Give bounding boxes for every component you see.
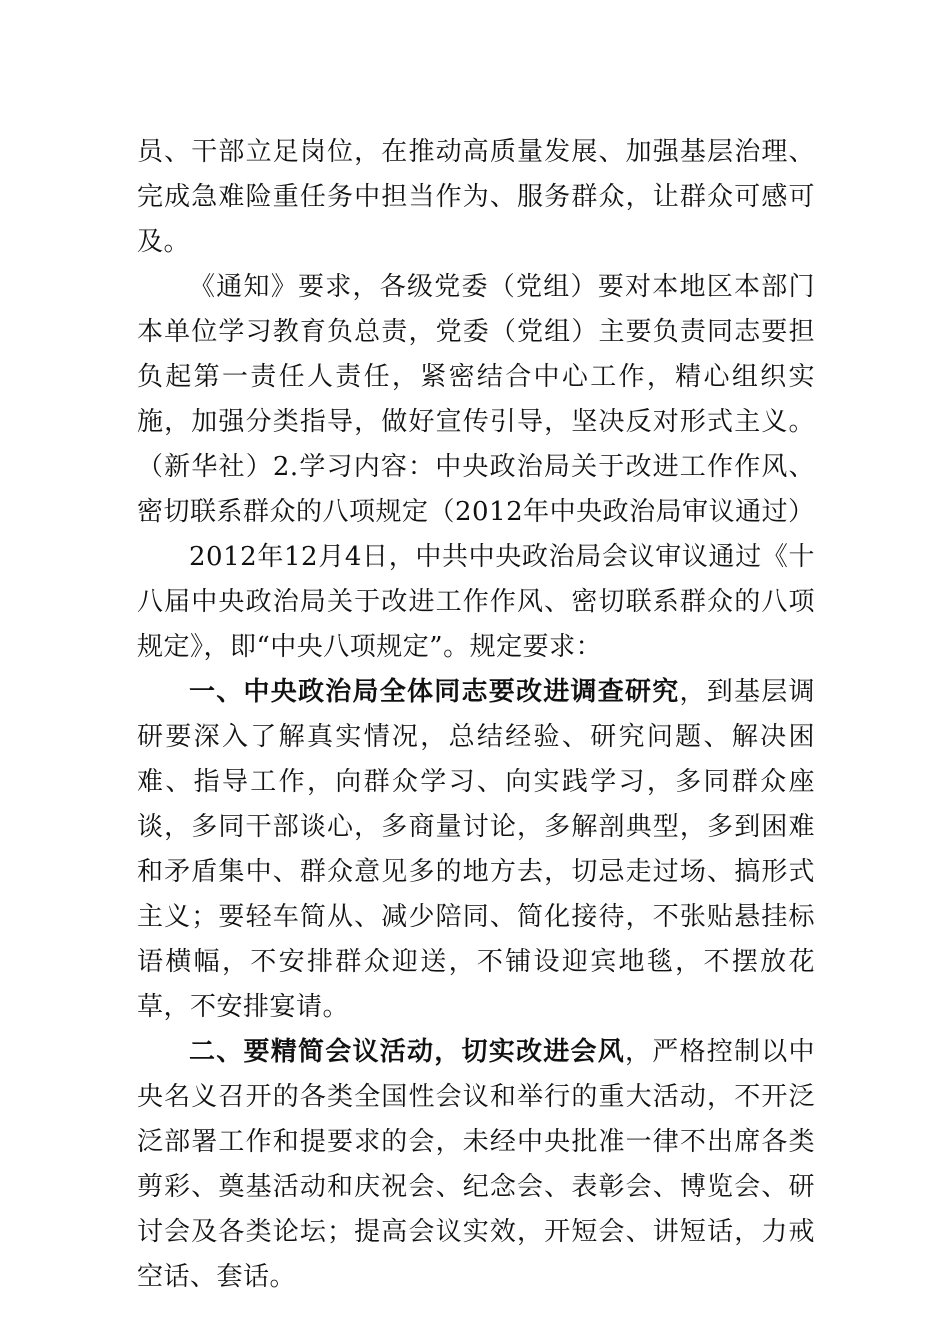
paragraph-4 (137, 670, 815, 1030)
paragraph-3 (137, 535, 815, 670)
paragraph-text: ，严格控制以中央名义召开的各类全国性会议和举行的重大活动，不开泛泛部署工作和提要求的会，未经中央批准一律不出席各类剪彩、奠基活动和庆祝会、纪念会、表彰会、博览会、研讨会及各类论坛；提高会议实效，开短会、讲短话，力戒空话、套话。 (137, 1037, 815, 1292)
paragraph-text: 2012年12月4日，中共中央政治局会议审议通过《十八届中央政治局关于改进工作作风、密切联系群众的八项规定》，即“中央八项规定”。规定要求： (137, 542, 815, 662)
paragraph-heading: 二、要精简会议活动，切实改进会风 (189, 1037, 625, 1067)
paragraph-5 (137, 1030, 815, 1300)
paragraph-text: 员、干部立足岗位，在推动高质量发展、加强基层治理、完成急难险重任务中担当作为、服务群众，让群众可感可及。 (137, 137, 815, 257)
paragraph-1 (137, 130, 815, 265)
paragraph-text: 《通知》要求，各级党委（党组）要对本地区本部门本单位学习教育负总责，党委（党组）主要负责同志要担负起第一责任人责任，紧密结合中心工作，精心组织实施，加强分类指导，做好宣传引导，坚决反对形式主义。（新华社）2.学习内容：中央政治局关于改进工作作风、密切联系群众的八项规定（2012年中央政治局审议通过） (137, 272, 815, 527)
paragraph-text: ，到基层调研要深入了解真实情况，总结经验、研究问题、解决困难、指导工作，向群众学习、向实践学习，多同群众座谈，多同干部谈心，多商量讨论，多解剖典型，多到困难和矛盾集中、群众意见多的地方去，切忌走过场、搞形式主义；要轻车简从、减少陪同、简化接待，不张贴悬挂标语横幅，不安排群众迎送，不铺设迎宾地毯，不摆放花草，不安排宴请。 (137, 677, 815, 1022)
paragraph-2 (137, 265, 815, 535)
paragraph-heading: 一、中央政治局全体同志要改进调查研究 (189, 677, 680, 707)
document-page (137, 130, 815, 1300)
